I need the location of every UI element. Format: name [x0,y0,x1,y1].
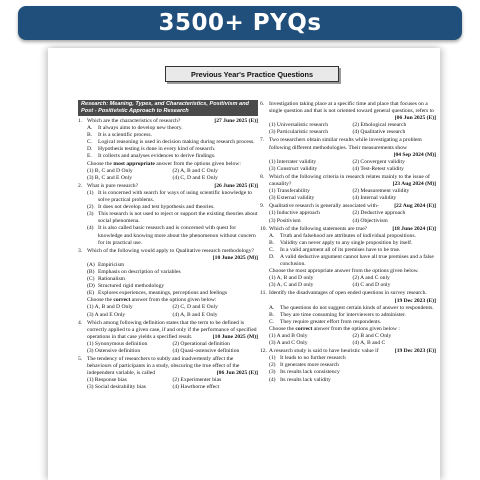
statement-text: It leads to no further research [280,355,346,362]
answer-option: (4) Internal validity [352,195,397,202]
statement-text: Its results lack validity [280,376,331,383]
statement-text: Rationalism [98,276,126,283]
question-q3 [78,248,258,319]
statement-label: D. [87,146,93,153]
statement-item [78,204,258,211]
question-ref: [19 Dec 2023 (E)] [394,348,436,355]
question-text: Two researchers obtain similar results while investigating a problem following different methodologies. Their measurements show [04 Sep 2024 (M)] [269,137,436,158]
statement-label: (E) [87,290,95,297]
statement-label: D. [269,253,275,260]
answer-option: (4) Quasi-ostensive definition [172,348,240,354]
statement-label: C. [269,318,275,325]
question-number: 5. [78,356,83,363]
question-q12 [260,348,436,383]
question-text: Which of the following criteria in research relates mainly to the issue of causality? [23 Aug 2024 (M)] [269,173,436,188]
statement-text: Truth and falsehood are attributes of individual propositions. [280,232,416,239]
question-text: The tendency of researchers to subtly and inadvertently affect the behaviours of participants in a study, obscuring the true effect of the independent variable, is called [06 Jun 2025 (E)] [87,356,258,377]
statement-item [78,269,258,276]
question-number: 11. [260,290,267,297]
question-ref: [06 Jun 2025 (E)] [394,115,436,122]
statement-item [260,355,436,362]
instruction-text: Choose the most appropriate answer from the options given below. [269,268,419,275]
question-number: 3. [78,247,83,254]
statement-text: In a valid argument all of its premises have to be true. [280,246,401,253]
answer-options [78,377,258,391]
question-text: Which among following definition states that the term to be defined is correctly applied to a given case, if and only if the performance of specified operations in that case yields a specified result. [10 June 2025 (M)] [87,319,258,340]
question-stem [78,356,258,377]
question-text: Which are the characteristics of research? [27 June 2025 (E)] [87,118,258,124]
instruction-text: Choose the correct answer from the options given below: [87,297,217,304]
statement-label: A. [269,304,275,311]
statement-label: (4) [269,376,276,383]
answer-option: (2) A and C only [352,275,390,282]
question-q4 [78,320,258,355]
answer-option: (3) Social desirability bias [87,384,146,391]
question-stem [260,226,436,233]
question-text: Which of the following statements are true? [18 June 2024 (E)] [269,225,436,232]
question-number: 1. [78,118,83,124]
answer-option: (3) Positivism [269,217,301,224]
answer-option: (4) Test-Retest validity [352,165,404,172]
answer-option: (3) Ostensive definition [87,348,141,354]
statement-label: (B) [87,268,95,275]
question-ref: [27 June 2025 (E)] [214,118,258,124]
question-q1 [78,118,258,182]
answer-option: (1) Universalistic research [269,122,329,129]
answer-option: (2) Convergent validity [352,158,405,165]
statement-item [260,254,436,268]
question-q7 [260,137,436,172]
answer-option: (1) Interrater validity [269,158,317,165]
question-q8 [260,174,436,202]
pyq-banner [18,6,462,40]
right-column [260,100,436,384]
question-stem [260,137,436,158]
banner-title: 3500+ PYQs [158,10,322,36]
statement-text: It is also called basic research and is concerned with quest for knowledge and knowing more about the phenomenon without concern for its practical use. [98,225,256,246]
statement-label: A. [269,232,275,239]
statement-label: (D) [87,283,95,290]
instruction-emphasis: correct [295,325,313,332]
answer-options [260,159,436,173]
question-stem [260,174,436,188]
statement-item [78,211,258,225]
statement-text: Explores experiences, meanings, perceptions and feelings [98,290,228,297]
question-q9 [260,203,436,224]
question-number: 8. [260,173,265,180]
question-q6 [260,101,436,136]
statement-text: Validity can never apply to any single proposition by itself. [280,239,413,246]
answer-option: (1) A, B and D Only [87,304,133,311]
answer-option: (3) Construct validity [269,165,318,172]
question-q5 [78,356,258,391]
answer-option: (4) Hawthorne effect [172,384,220,391]
question-text: What is pure research? [26 June 2025 (E)] [87,182,258,189]
answer-options [260,275,436,289]
question-number: 9. [260,203,265,210]
answer-options [78,168,258,182]
statement-item [260,305,436,312]
question-stem [260,101,436,122]
question-stem [78,183,258,190]
answer-option: (3) External validity [269,195,315,202]
question-number: 12. [260,348,267,355]
question-number: 2. [78,182,83,189]
question-ref: [10 June 2025 (M)] [212,254,258,261]
question-number: 4. [78,319,83,326]
answer-option: (2) Experimenter bias [172,377,222,384]
statement-label: (2) [87,204,94,211]
answer-options [260,333,436,347]
instruction-text: Choose the correct answer from the options given below : [269,325,400,332]
statement-text: Empiricism [98,261,125,268]
answer-option: (2) A, B and C Only [172,167,218,174]
statement-text: It is a scientific process. [98,132,152,139]
answer-option: (4) C and D only [352,282,391,289]
statement-label: E. [87,153,92,160]
statement-item [260,369,436,376]
statement-item [78,153,258,160]
question-stem [260,290,436,304]
instruction-emphasis: correct [113,297,131,304]
statement-label: (3) [87,211,94,218]
statement-label: (4) [87,225,94,232]
question-q11 [260,290,436,347]
statement-item [260,362,436,369]
statement-label: (A) [87,261,95,268]
statement-text: Its results lack consistency [280,369,340,376]
answer-option: (2) B and C Only [352,333,392,339]
answer-option: (1) B, C and D Only [87,167,133,174]
instruction-emphasis: most appropriate [113,160,155,167]
answer-option: (1) A, B and D only [269,275,314,282]
answer-option: (3) A and C Only [269,340,308,347]
statement-item [260,233,436,240]
answer-option: (4) Qualitative research [352,129,406,136]
answer-options [260,188,436,202]
statement-text: Hypothesis testing is done in every kind of research. [98,146,216,153]
left-column [78,100,258,392]
question-text: Investigation taking place at a specific time and place that focuses on a single question and that is not oriented toward general questions, refers to [06 Jun 2025 (E)] [269,101,436,122]
answer-option: (1) Synonymous definition [87,340,148,347]
answer-option: (4) Objectivism [352,217,388,224]
question-ref: [18 June 2024 (E)] [392,225,436,232]
question-number: 7. [260,137,265,144]
answer-option: (1) A and B Only [269,333,308,339]
statement-label: (C) [87,276,95,283]
statement-label: (3) [269,369,276,376]
answer-option: (2) C, D and E Only [172,304,218,311]
document-page [48,48,440,480]
answer-options [260,122,436,136]
section-title-box [165,66,339,82]
statement-item [260,377,436,384]
statement-label: (2) [269,362,276,369]
answer-option: (2) Deductive approach [352,210,406,217]
statement-label: C. [87,139,93,146]
question-ref: [26 June 2025 (E)] [214,182,258,189]
question-text: Identify the disadvantages of open ended questions in survey research. [19 Dec 2023 (E)] [269,290,436,304]
statement-item [78,262,258,269]
section-title: Previous Year's Practice Questions [190,69,314,79]
statement-text: Structured rigid methodology [98,283,165,290]
answer-option: (4) A, B and C [352,340,386,347]
question-text: A research study is said to have heuristic value if [19 Dec 2023 (E)] [269,348,436,355]
question-text: Which of the following would apply to Qualitative research methodology? [10 June 2025 (M)] [87,247,258,261]
answer-option: (3) A and E Only [87,311,126,318]
statement-item [78,132,258,139]
statement-text: It generates more research [280,362,339,369]
question-number: 10. [260,225,267,232]
answer-option: (2) Operational definition [172,340,230,347]
statement-item [78,225,258,246]
statement-label: B. [87,132,93,139]
question-stem [78,118,258,125]
answer-option: (3) A, C and D only [269,282,314,289]
question-ref: [23 Aug 2024 (M)] [392,181,436,188]
answer-option: (2) Ethological research [352,122,407,129]
statement-item [260,247,436,254]
question-q10 [260,226,436,290]
statement-label: (1) [269,355,276,362]
question-stem [78,248,258,262]
question-number: 6. [260,101,265,107]
statement-label: C. [269,246,275,253]
statement-label: A. [87,125,93,132]
statement-text: Logical reasoning is used in decision making during research process. [98,139,255,146]
answer-options [78,341,258,355]
statement-label: B. [269,311,275,318]
question-ref: [04 Sep 2024 (M)] [393,151,436,158]
answer-option: (4) A, B and E Only [172,311,218,318]
statement-text: It does not develop and test hypothesis and theories. [98,204,215,211]
statement-text: They require greater effort from respondents. [280,318,382,325]
statement-item [260,240,436,247]
statement-item [260,312,436,319]
statement-text: Emphasis on description of variables [98,268,181,275]
statement-text: It is concerned with search for ways of using scientific knowledge to solve practical problems. [98,189,252,204]
answer-options [260,210,436,224]
statement-item [78,190,258,204]
question-text: Qualitative research is generally associated with- [22 Aug 2024 (E)] [269,203,436,210]
answer-option: (1) Response bias [87,377,127,384]
question-ref: [22 Aug 2024 (E)] [394,203,436,210]
statement-item [78,276,258,283]
answer-option: (3) B, C and E Only [87,174,133,181]
answer-option: (1) Inductive approach [269,210,320,217]
question-ref: [10 June 2025 (M)] [212,333,258,340]
answer-options [78,304,258,318]
statement-text: A valid deductive argument cannot have all true premises and a false conclusion. [280,253,434,268]
topic-heading: Research: Meaning, Types, and Characteristics, Positivism and Post - Positivistic Approach to Research [78,100,258,116]
statement-label: B. [269,239,275,246]
answer-option: (4) C, D and E Only [172,174,218,181]
statement-text: It collects and analyses evidences to derive findings. [98,153,216,160]
question-stem [78,320,258,341]
instruction-text: Choose the most appropriate answer from the options given below: [87,160,241,167]
question-q2 [78,183,258,247]
statement-item [260,319,436,326]
statement-text: It always aims to develop new theory. [98,125,183,132]
answer-option: (2) Measurement validity [352,188,410,195]
statement-text: The questions do not suggest certain kinds of answer to respondents. [280,304,434,311]
statement-text: They are time consuming for interviewers to administer. [280,311,406,318]
statement-label: (1) [87,189,94,196]
statement-text: This research is not used to reject or support the existing theories about social phenomena. [98,211,258,225]
answer-option: (3) Particularistic research [269,129,329,136]
question-ref: [19 Dec 2023 (E)] [394,297,436,304]
answer-option: (1) Transferability [269,188,310,195]
question-ref: [06 Jun 2025 (E)] [216,370,258,377]
